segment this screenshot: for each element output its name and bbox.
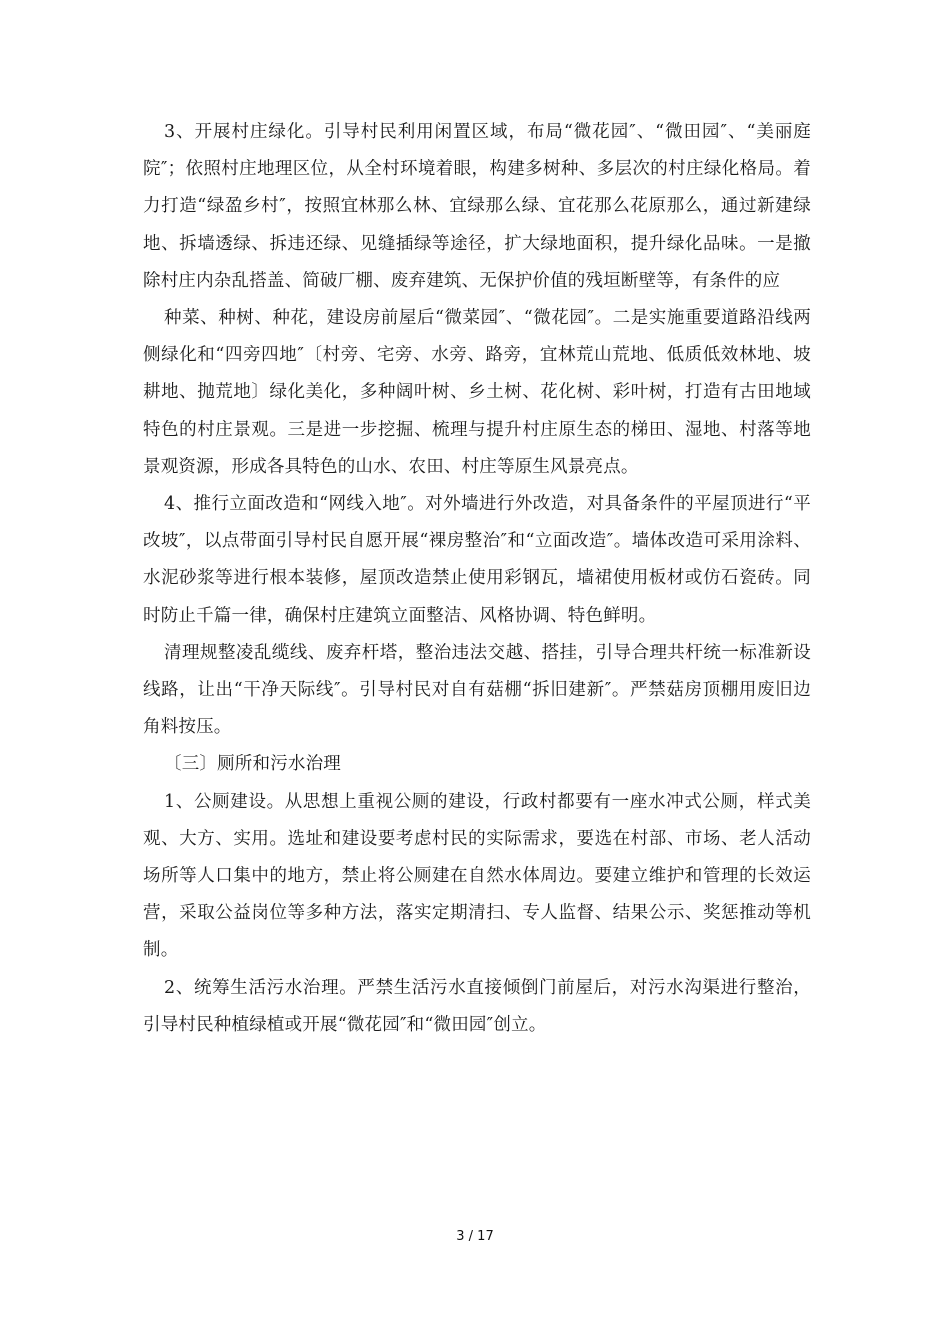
page-number: 3 / 17 <box>456 1229 494 1244</box>
document-body <box>143 114 811 1044</box>
paragraph-village-greening: 3、开展村庄绿化。引导村民利用闲置区域，布局“微花园″、“微田园″、“美丽庭院″；依照村庄地理区位，从全村环境着眼，构建多树种、多层次的村庄绿化格局。着力打造“绿盈乡村″，按照宜林那么林、宜绿那么绿、宜花那么花原那么，通过新建绿地、拆墙透绿、拆违还绿、见缝插绿等途径，扩大绿地面积，提升绿化品味。一是撤除村庄内杂乱搭盖、简破厂棚、废弃建筑、无保护价值的残垣断壁等，有条件的应 <box>143 122 811 291</box>
section-heading-toilet-sewage: 〔三〕厕所和污水治理 <box>164 754 341 775</box>
paragraph-cable-cleanup: 清理规整凌乱缆线、废弃杆塔，整治违法交越、搭挂，引导合理共杆统一标准新设线路，让出“干净天际线″。引导村民对自有菇棚“拆旧建新″。严禁菇房顶棚用废旧边角料按压。 <box>143 642 811 738</box>
paragraph-public-toilet: 1、公厕建设。从思想上重视公厕的建设，行政村都要有一座水冲式公厕，样式美观、大方、实用。选址和建设要考虑村民的实际需求，要选在村部、市场、老人活动场所等人口集中的地方，禁止将公厕建在自然水体周边。要建立维护和管理的长效运营，采取公益岗位等多种方法，落实定期清扫、专人监督、结果公示、奖惩推动等机制。 <box>143 791 811 961</box>
paragraph-sewage-treatment: 2、统筹生活污水治理。严禁生活污水直接倾倒门前屋后，对污水沟渠进行整治，引导村民种植绿植或开展“微花园″和“微田园″创立。 <box>143 977 811 1035</box>
paragraph-planting-continuation: 种菜、种树、种花，建设房前屋后“微菜园″、“微花园″。二是实施重要道路沿线两侧绿化和“四旁四地″〔村旁、宅旁、水旁、路旁，宜林荒山荒地、低质低效林地、坡耕地、抛荒地〕绿化美化，多种阔叶树、乡土树、花化树、彩叶树，打造有古田地域特色的村庄景观。三是进一步挖掘、梳理与提升村庄原生态的梯田、湿地、村落等地景观资源，形成各具特色的山水、农田、村庄等原生风景亮点。 <box>143 308 811 477</box>
paragraph-facade-renovation: 4、推行立面改造和“网线入地″。对外墙进行外改造，对具备条件的平屋顶进行“平改坡″，以点带面引导村民自愿开展“裸房整治″和“立面改造″。墙体改造可采用涂料、水泥砂浆等进行根本装修，屋顶改造禁止使用彩钢瓦，墙裙使用板材或仿石瓷砖。同时防止千篇一律，确保村庄建筑立面整洁、风格协调、特色鲜明。 <box>143 494 811 626</box>
